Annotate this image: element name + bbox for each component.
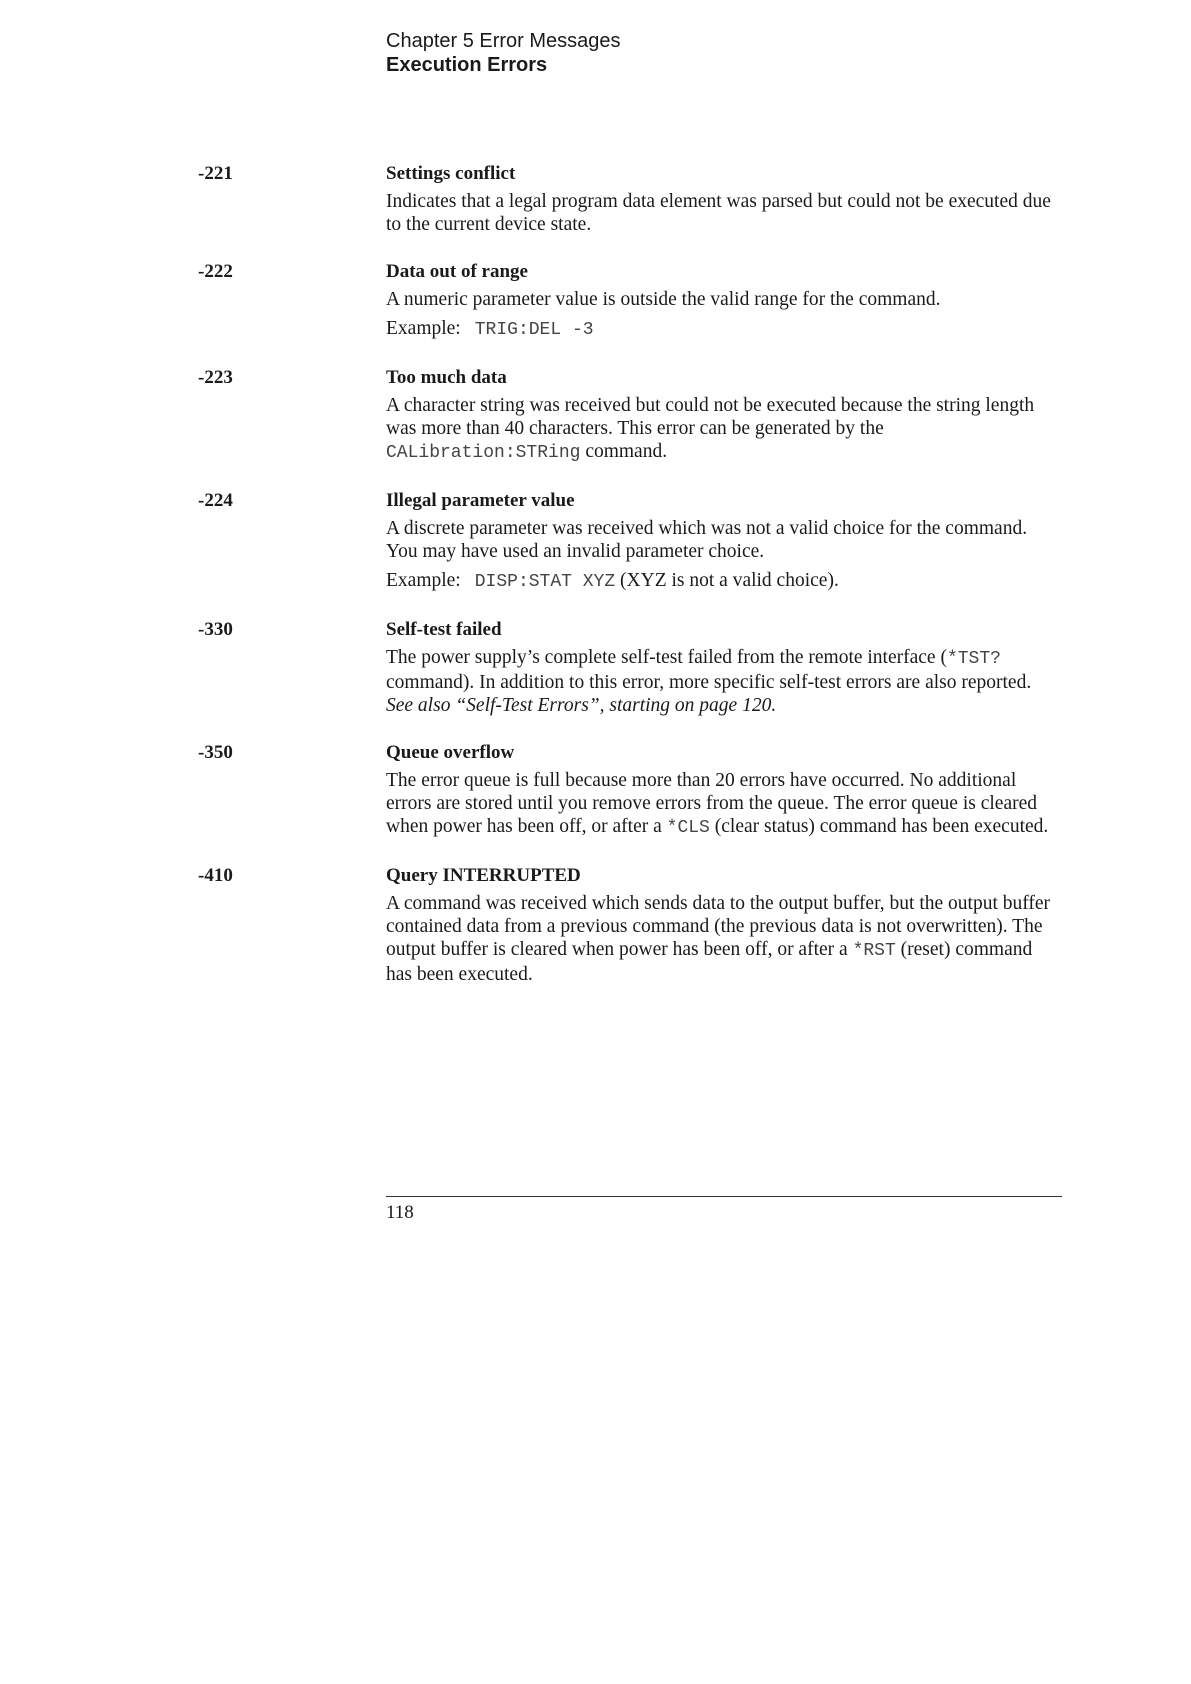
inline-command: *TST? <box>946 649 1001 669</box>
error-code: -330 <box>198 619 233 640</box>
error-example <box>386 317 1062 342</box>
inline-command: *CLS <box>666 818 710 838</box>
error-title: Self-test failed <box>386 619 502 640</box>
error-title: Illegal parameter value <box>386 490 575 511</box>
error-code: -350 <box>198 742 233 763</box>
error-description: A numeric parameter value is outside the valid range for the command. <box>386 289 941 310</box>
inline-command: *RST <box>852 941 896 961</box>
error-code: -223 <box>198 367 233 388</box>
desc-text: The error queue is full because more than 20 errors have occurred. No additional errors are stored until you remove errors from the queue. The error queue is cleared when power has been off, or after a <box>386 770 1037 837</box>
error-entry <box>0 489 1191 594</box>
error-title: Settings conflict <box>386 163 516 184</box>
section-title: Execution Errors <box>386 54 548 76</box>
error-code: -222 <box>198 261 233 282</box>
error-code: -221 <box>198 163 233 184</box>
error-description: Indicates that a legal program data element was parsed but could not be executed due to the current device state. <box>386 191 1051 235</box>
error-title: Data out of range <box>386 261 528 282</box>
error-entry <box>0 618 1191 717</box>
error-description <box>386 646 1062 717</box>
cross-reference: See also “Self-Test Errors”, starting on page 120. <box>386 695 777 716</box>
error-example <box>386 569 1062 594</box>
error-title: Queue overflow <box>386 742 515 763</box>
page-header <box>386 29 621 77</box>
error-description <box>386 394 1062 465</box>
error-entry <box>0 260 1191 342</box>
error-code: -224 <box>198 490 233 511</box>
example-note: (XYZ is not a valid choice). <box>615 570 839 591</box>
example-label: Example: <box>386 570 461 591</box>
page-number: 118 <box>386 1202 414 1223</box>
desc-text: A command was received which sends data to the output buffer, but the output buffer contained data from a previous command (the previous data is not overwritten). The output buffer is cleared when power has been off, or after a <box>386 893 1051 960</box>
inline-command: CALibration:STRing <box>386 443 581 463</box>
error-entry <box>0 366 1191 465</box>
example-label: Example: <box>386 318 461 339</box>
desc-text: command). In addition to this error, more specific self-test errors are also reported. <box>386 672 1032 693</box>
desc-text: command. <box>580 441 668 462</box>
error-entry <box>0 741 1191 840</box>
error-title: Query INTERRUPTED <box>386 865 581 886</box>
footer-divider <box>386 1196 1062 1197</box>
example-code: TRIG:DEL -3 <box>474 320 594 340</box>
error-entry <box>0 864 1191 986</box>
error-description <box>386 892 1062 986</box>
desc-text: The power supply’s complete self-test failed from the remote interface ( <box>386 647 947 668</box>
error-entry <box>0 162 1191 236</box>
error-description <box>386 769 1062 840</box>
desc-text: A character string was received but could not be executed because the string length was more than 40 characters. This error can be generated by the <box>386 395 1035 439</box>
desc-text: (clear status) command has been executed. <box>709 816 1049 837</box>
error-list <box>0 162 1191 1010</box>
example-code: DISP:STAT XYZ <box>474 572 616 592</box>
error-title: Too much data <box>386 367 507 388</box>
desc-text: (reset) command has been executed. <box>386 939 1033 985</box>
error-code: -410 <box>198 865 233 886</box>
error-description: A discrete parameter was received which was not a valid choice for the command. You may have used an invalid parameter choice. <box>386 518 1028 562</box>
chapter-title: Chapter 5 Error Messages <box>386 30 621 52</box>
